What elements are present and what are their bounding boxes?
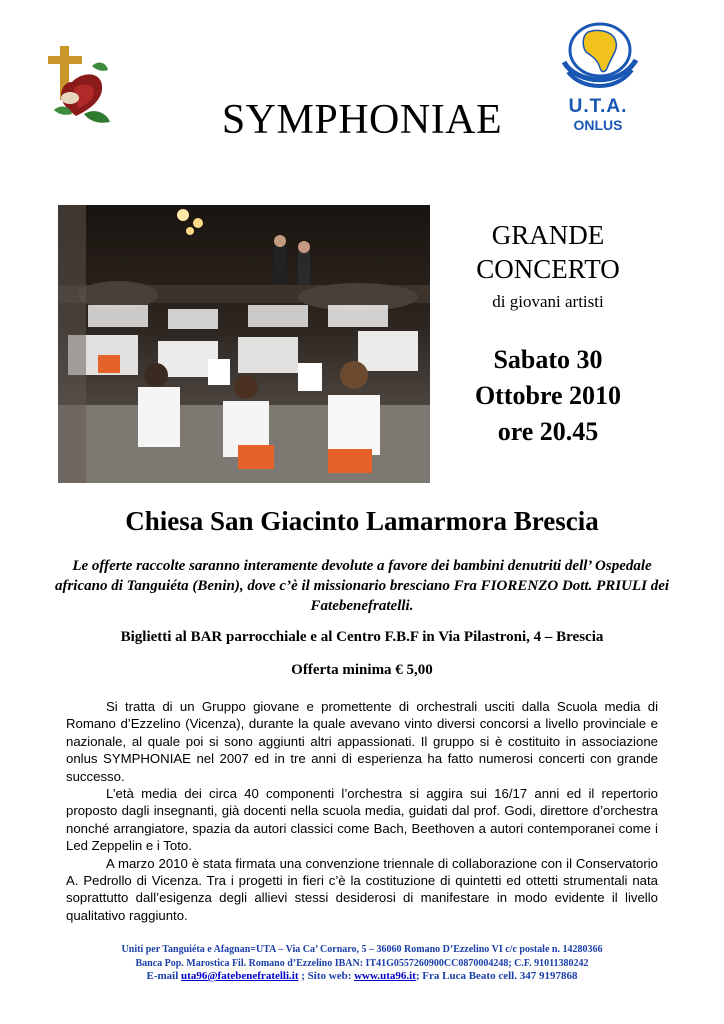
- venue-heading: Chiesa San Giacinto Lamarmora Brescia: [125, 506, 599, 536]
- description: [66, 698, 658, 924]
- description-paragraph: L’età media dei circa 40 componenti l’orchestra si aggira sui 16/17 anni ed il repertorio proposto dagli insegnanti, già docenti nella scuola media, guidati dal prof. Godi, direttore d’orchestra nonché arrangiatore, spazia da autori classici come Bach, Beethoven a autori contemporanei come i Led Zeppelin e i Toto.: [66, 786, 658, 854]
- footer-bank: Banca Pop. Marostica Fil. Romano d’Ezzelino IBAN: IT41G0557260900CC0870004248; C.F. 91011380242: [135, 957, 589, 969]
- page-title: SYMPHONIAE: [221, 97, 503, 143]
- footer-address: Uniti per Tanguiéta e Afagnan=UTA – Via Ca’ Cornaro, 5 – 36060 Romano D’Ezzelino VI c/c postale n. 14280366: [121, 944, 603, 955]
- onlus-logo-text: ONLUS: [573, 117, 623, 133]
- event-date: [448, 342, 648, 450]
- date-line2: Ottobre 2010: [474, 381, 622, 410]
- africa-globe-icon: [556, 22, 640, 96]
- description-paragraph: Si tratta di un Gruppo giovane e promettente di orchestrali usciti dalla Scuola media di Romano d’Ezzelino (Vicenza), durante la quale avevano vinto diversi concorsi a livello provinciale e nazionale, al quale poi si sono aggiunti altri appassionati. Il gruppo si è costituito in associazione onlus SYMPHONIAE nel 2007 ed in tre anni di esperienza ha fatto numerosi concerti con grande successo.: [66, 699, 658, 784]
- subheading: di giovani artisti: [492, 292, 604, 311]
- event-time: ore 20.45: [497, 417, 599, 446]
- footer: [0, 943, 724, 984]
- website-link[interactable]: www.uta96.it: [354, 970, 416, 982]
- footer-contacts: [0, 970, 724, 984]
- email-link[interactable]: uta96@fatebenefratelli.it: [181, 970, 299, 982]
- min-offer: Offerta minima € 5,00: [291, 662, 433, 678]
- date-line1: Sabato 30: [493, 345, 603, 374]
- web-label: ; Sito web:: [298, 970, 355, 982]
- donation-note: Le offerte raccolte saranno interamente devolute a favore dei bambini denutriti dell’ Ospedale africano di Tanguiéta (Benin), dove c’è il missionario bresciano Fra FIORENZO Dott. PRIULI dei Fatebenefratelli.: [54, 558, 670, 614]
- heading-concerto: CONCERTO: [476, 254, 620, 284]
- orchestra-photo: [58, 205, 430, 483]
- email-label: E-mail: [146, 970, 182, 982]
- uta-logo-text: U.T.A.: [568, 96, 628, 117]
- phone-info: ; Fra Luca Beato cell. 347 9197868: [415, 970, 578, 982]
- event-info: [448, 218, 648, 450]
- tickets-info: Biglietti al BAR parrocchiale e al Centro F.B.F in Via Pilastroni, 4 – Brescia: [120, 629, 604, 645]
- heading-grande: GRANDE: [491, 220, 605, 250]
- description-paragraph: A marzo 2010 è stata firmata una convenzione triennale di collaborazione con il Conservatorio A. Pedrollo di Vicenza. Tra i progetti in fieri c’è la costituzione di quintetti ed ottetti strumentali nata soprattutto dall’esigenza degli allievi stessi desiderosi di manifestare in modo evidente il livello qualitativo raggiunto.: [66, 855, 658, 923]
